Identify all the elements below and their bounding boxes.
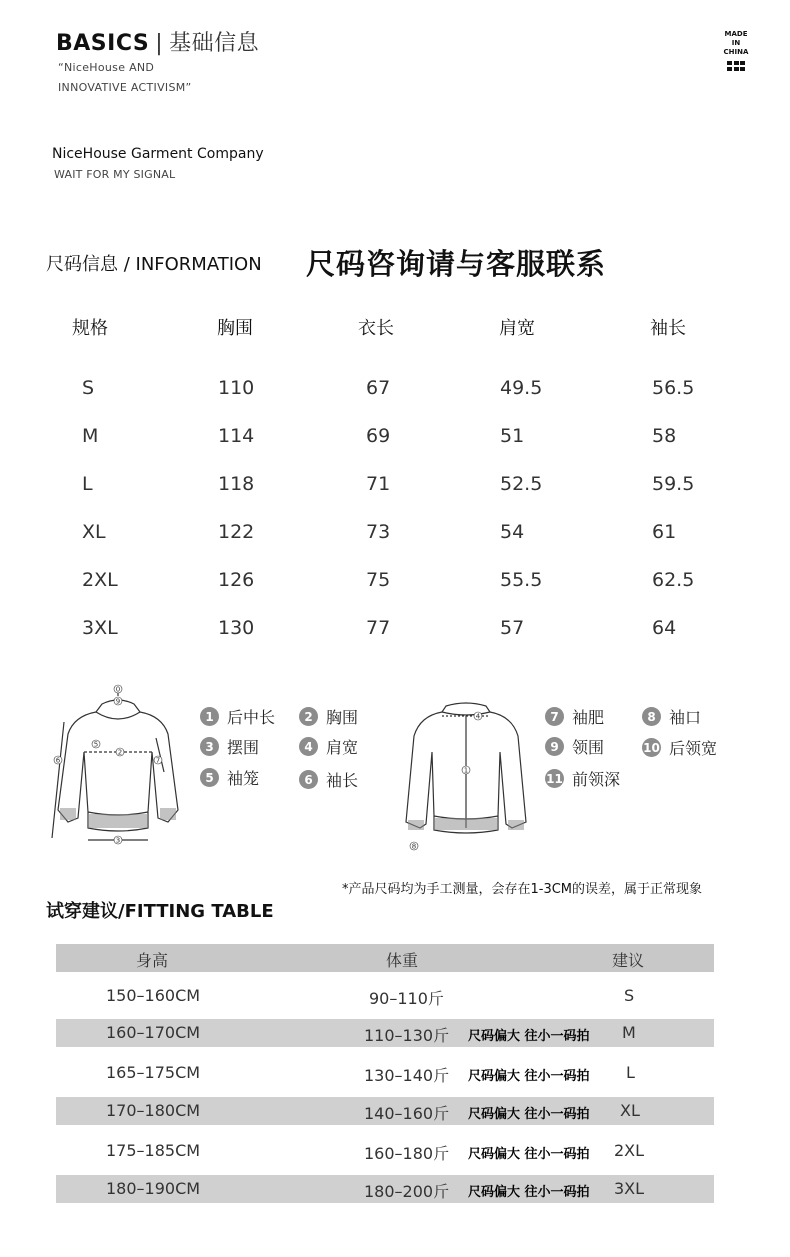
weight-cell: 90–110斤	[369, 989, 444, 1008]
front-sweatshirt-diagram	[44, 682, 184, 852]
table-cell: 114	[218, 425, 255, 447]
table-row	[56, 982, 714, 1010]
china-word: CHINA	[723, 48, 749, 56]
tip-cell: 尺码偏大 往小一码拍	[468, 1147, 590, 1162]
table-cell: 62.5	[652, 569, 695, 591]
measurement-note: *产品尺码均为手工测量，会存在1-3CM的误差，属于正常现象	[342, 882, 703, 897]
quote-line-2: INNOVATIVE ACTIVISM”	[58, 81, 192, 94]
table-cell: 52.5	[500, 473, 543, 495]
height-cell: 175–185CM	[106, 1141, 201, 1160]
table-cell: 75	[366, 569, 391, 591]
diagram-mark: 7	[155, 756, 161, 765]
table-cell: 54	[500, 521, 525, 543]
weight-cell: 110–130斤	[364, 1026, 450, 1045]
table-cell: 51	[500, 425, 525, 447]
legend-item: 9 领围	[545, 735, 604, 758]
weight-cell: 180–200斤	[364, 1182, 450, 1201]
size-cell: 2XL	[614, 1141, 645, 1160]
column-header: 袖长	[650, 318, 686, 339]
height-cell: 165–175CM	[106, 1063, 201, 1082]
size-cell: L	[626, 1063, 635, 1082]
diagram-mark: 6	[55, 756, 61, 765]
table-cell: 73	[366, 521, 391, 543]
table-cell: 77	[366, 617, 391, 639]
table-row	[56, 1019, 714, 1047]
fitting-header-row	[56, 944, 714, 972]
diagram-mark: 5	[93, 740, 99, 749]
table-cell: XL	[82, 521, 106, 543]
table-cell: 110	[218, 377, 255, 399]
legend-item: 10 后领宽	[643, 739, 718, 758]
diagram-mark: 4	[475, 712, 481, 721]
table-cell: 64	[652, 617, 677, 639]
legend-item: 4 肩宽	[299, 735, 358, 758]
table-cell: 126	[218, 569, 255, 591]
in-word: IN	[731, 39, 741, 47]
size-cell: S	[624, 986, 635, 1005]
brand-title	[56, 26, 259, 57]
table-cell: 56.5	[652, 377, 695, 399]
table-cell: 2XL	[82, 569, 118, 591]
diagram-mark: 2	[117, 748, 123, 757]
height-cell: 180–190CM	[106, 1179, 201, 1198]
table-cell: 61	[652, 521, 677, 543]
fitting-header: 体重	[386, 951, 419, 970]
table-cell: 49.5	[500, 377, 543, 399]
table-cell: M	[82, 425, 99, 447]
legend-item: 1 后中长	[200, 705, 275, 728]
size-cell: M	[622, 1023, 636, 1042]
tip-cell: 尺码偏大 往小一码拍	[468, 1029, 590, 1044]
legend-item: 7 袖肥	[545, 705, 604, 728]
brand-subtitle: 基础信息	[169, 31, 260, 56]
table-cell: 69	[366, 425, 391, 447]
table-cell: S	[82, 377, 95, 399]
table-row	[56, 1059, 714, 1087]
company-slogan: WAIT FOR MY SIGNAL	[54, 168, 176, 181]
column-header: 肩宽	[499, 318, 535, 339]
table-cell: 71	[366, 473, 391, 495]
made-in-china-badge	[718, 30, 754, 71]
table-row	[56, 1097, 714, 1125]
size-info-label: 尺码信息 / INFORMATION	[46, 254, 262, 275]
brand-name: BASICS	[56, 31, 150, 56]
column-header: 衣长	[358, 318, 394, 339]
table-cell: L	[82, 473, 93, 495]
table-cell: 130	[218, 617, 255, 639]
diagram-mark: 8	[411, 842, 417, 851]
diagram-mark: 3	[115, 836, 121, 845]
height-cell: 160–170CM	[106, 1023, 201, 1042]
table-cell: 67	[366, 377, 391, 399]
height-cell: 170–180CM	[106, 1101, 201, 1120]
tip-cell: 尺码偏大 往小一码拍	[468, 1107, 590, 1122]
size-cell: XL	[620, 1101, 640, 1120]
table-cell: 57	[500, 617, 525, 639]
fitting-title: 试穿建议/FITTING TABLE	[46, 901, 274, 922]
table-cell: 58	[652, 425, 677, 447]
diagram-mark: 9	[115, 697, 121, 706]
fitting-header: 身高	[136, 951, 169, 970]
legend-item: 11 前领深	[546, 770, 621, 789]
diagram-mark: 1	[463, 766, 469, 775]
fitting-header: 建议	[612, 951, 645, 970]
brand-separator: |	[155, 31, 164, 56]
weight-cell: 160–180斤	[364, 1144, 450, 1163]
back-jacket-diagram	[400, 696, 532, 854]
quote-line-1: “NiceHouse AND	[58, 61, 155, 74]
consult-notice: 尺码咨询请与客服联系	[306, 247, 607, 281]
table-cell: 118	[218, 473, 255, 495]
column-header: 胸围	[217, 318, 253, 339]
height-cell: 150–160CM	[106, 986, 201, 1005]
company-name: NiceHouse Garment Company	[52, 146, 264, 162]
table-row	[56, 1137, 714, 1165]
weight-cell: 140–160斤	[364, 1104, 450, 1123]
legend-item: 2 胸围	[299, 705, 358, 728]
legend-item: 6 袖长	[299, 768, 358, 791]
size-cell: 3XL	[614, 1179, 645, 1198]
tip-cell: 尺码偏大 往小一码拍	[468, 1185, 590, 1200]
diagram-mark: 0	[115, 685, 121, 694]
table-row	[56, 1175, 714, 1203]
weight-cell: 130–140斤	[364, 1066, 450, 1085]
table-cell: 122	[218, 521, 255, 543]
grid-icon	[718, 61, 754, 71]
legend-item: 5 袖笼	[200, 766, 259, 789]
tip-cell: 尺码偏大 往小一码拍	[468, 1069, 590, 1084]
column-header: 规格	[72, 318, 108, 339]
made-word: MADE	[724, 30, 748, 38]
table-cell: 3XL	[82, 617, 118, 639]
table-cell: 55.5	[500, 569, 543, 591]
legend-item: 8 袖口	[642, 705, 701, 728]
table-cell: 59.5	[652, 473, 695, 495]
legend-item: 3 摆围	[200, 735, 259, 758]
